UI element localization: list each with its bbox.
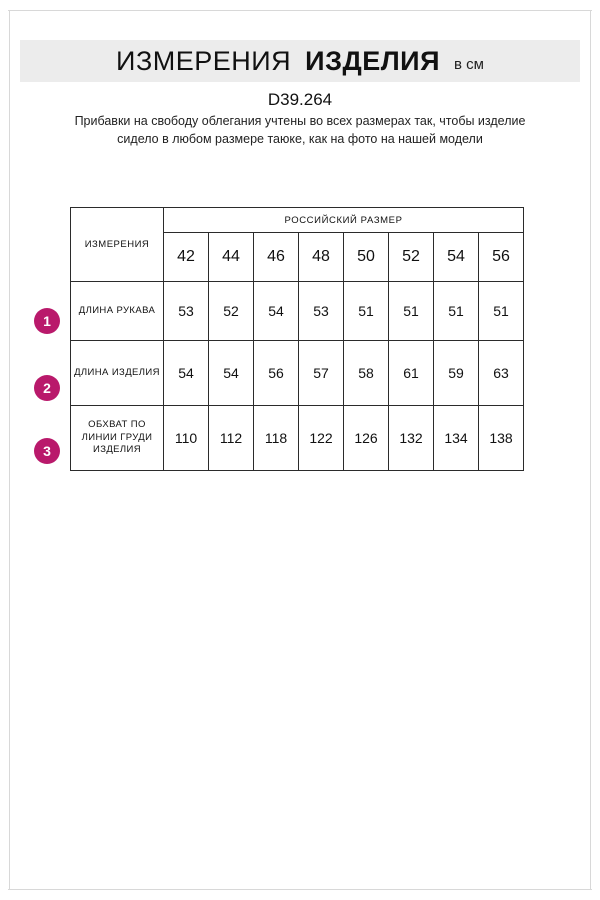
- cell-sleeve-50: 51: [344, 282, 389, 341]
- row-marker-2: 2: [34, 375, 60, 401]
- size-header-50: 50: [344, 233, 389, 282]
- cell-sleeve-54: 51: [434, 282, 479, 341]
- cell-chest-42: 110: [164, 406, 209, 471]
- size-header-48: 48: [299, 233, 344, 282]
- table-row: [71, 406, 524, 471]
- measurements-table-wrap: [70, 207, 523, 471]
- cell-sleeve-56: 51: [479, 282, 524, 341]
- row-marker-1: 1: [34, 308, 60, 334]
- cell-sleeve-46: 54: [254, 282, 299, 341]
- cell-chest-52: 132: [389, 406, 434, 471]
- page-title-secondary: ИЗДЕЛИЯ: [305, 45, 440, 76]
- size-header-42: 42: [164, 233, 209, 282]
- size-header-54: 54: [434, 233, 479, 282]
- row-label-chest-girth: ОБХВАТ ПО ЛИНИИ ГРУДИ ИЗДЕЛИЯ: [71, 406, 164, 471]
- row-marker-3: 3: [34, 438, 60, 464]
- cell-length-52: 61: [389, 341, 434, 406]
- cell-chest-46: 118: [254, 406, 299, 471]
- size-header-44: 44: [209, 233, 254, 282]
- measurements-table: [70, 207, 524, 471]
- measurements-column-header: ИЗМЕРЕНИЯ: [71, 208, 164, 282]
- table-row: [71, 341, 524, 406]
- size-group-header: РОССИЙСКИЙ РАЗМЕР: [164, 208, 524, 233]
- cell-chest-48: 122: [299, 406, 344, 471]
- page-border-right: [590, 10, 591, 890]
- cell-length-54: 59: [434, 341, 479, 406]
- cell-chest-56: 138: [479, 406, 524, 471]
- cell-sleeve-42: 53: [164, 282, 209, 341]
- article-code: D39.264: [267, 90, 333, 109]
- cell-sleeve-52: 51: [389, 282, 434, 341]
- row-label-sleeve-length: ДЛИНА РУКАВА: [71, 282, 164, 341]
- units-label: в см: [454, 55, 484, 73]
- cell-length-44: 54: [209, 341, 254, 406]
- row-label-garment-length: ДЛИНА ИЗДЕЛИЯ: [71, 341, 164, 406]
- table-row: [71, 282, 524, 341]
- cell-chest-50: 126: [344, 406, 389, 471]
- cell-length-50: 58: [344, 341, 389, 406]
- fit-note: Прибавки на свободу облегания учтены во всех размерах так, чтобы изделие сидело в любом размере таюке, как на фото на нашей модели: [74, 114, 526, 146]
- size-header-52: 52: [389, 233, 434, 282]
- page-border-top: [8, 10, 592, 11]
- cell-length-56: 63: [479, 341, 524, 406]
- size-header-46: 46: [254, 233, 299, 282]
- cell-sleeve-48: 53: [299, 282, 344, 341]
- page-border-left: [9, 10, 10, 890]
- cell-chest-44: 112: [209, 406, 254, 471]
- page-title-primary: ИЗМЕРЕНИЯ: [116, 45, 292, 76]
- cell-length-42: 54: [164, 341, 209, 406]
- size-header-56: 56: [479, 233, 524, 282]
- cell-sleeve-44: 52: [209, 282, 254, 341]
- cell-chest-54: 134: [434, 406, 479, 471]
- title-container: [20, 40, 580, 82]
- cell-length-46: 56: [254, 341, 299, 406]
- page-border-bottom: [8, 889, 592, 890]
- table-header-group-row: [71, 208, 524, 233]
- cell-length-48: 57: [299, 341, 344, 406]
